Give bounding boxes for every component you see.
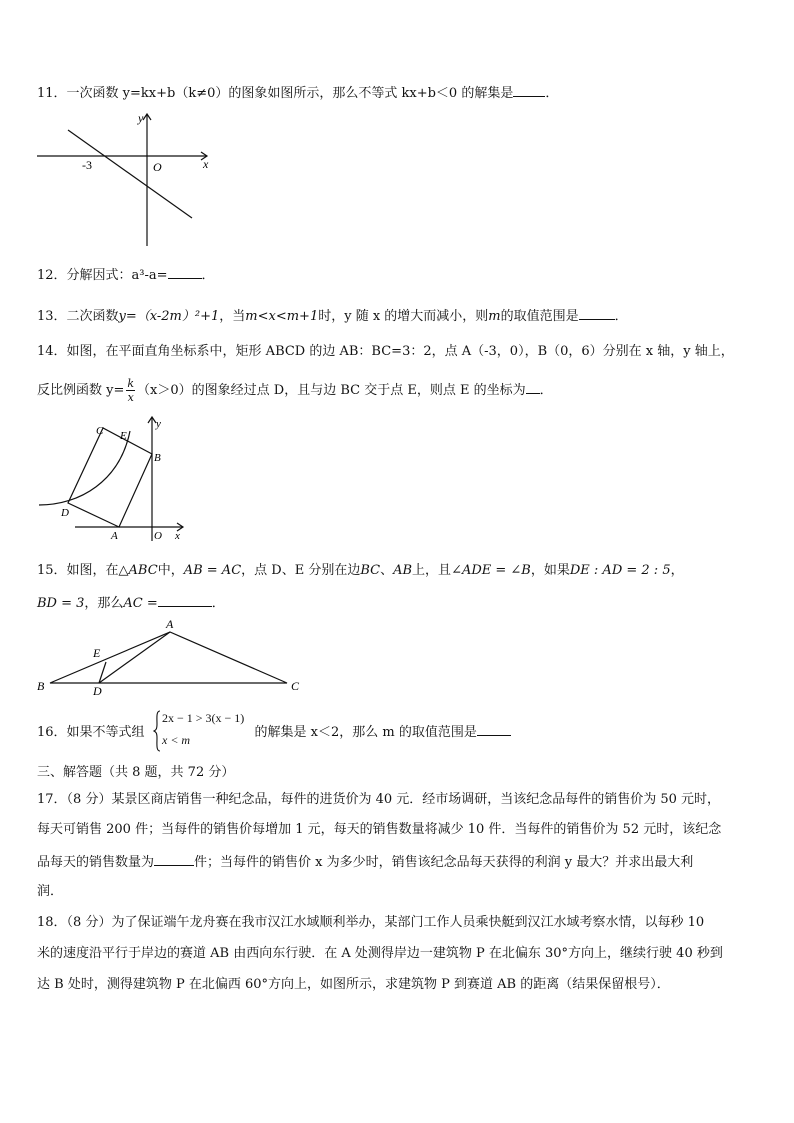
- section-3-heading: 三、解答题（共 8 题，共 72 分）: [37, 765, 235, 780]
- q14-fraction: $\frac{k}{x}$: [127, 377, 135, 404]
- q14-answer-blank[interactable]: [526, 380, 540, 394]
- q11-graph-line: [68, 130, 192, 218]
- q17-answer-blank[interactable]: [154, 852, 194, 866]
- q18-line1: 18．（8 分）为了保证端午龙舟赛在我市汉江水域顺利举办，某部门工作人员乘快艇到汉江水域考察水情，以每秒 10: [37, 915, 705, 930]
- q11-x-label: x: [203, 157, 209, 171]
- q17-line1: 17．（8 分）某景区商店销售一种纪念品，每件的进货价为 40 元．经市场调研，当该纪念品每件的销售价为 50 元时，: [37, 792, 721, 807]
- q11-tick-label: -3: [82, 158, 92, 172]
- q16-inequality-2: x < m: [162, 733, 191, 747]
- q17-line4: 润．: [37, 884, 64, 899]
- q11-origin-label: O: [153, 160, 162, 174]
- q16-inequality-system: [153, 710, 263, 752]
- q14-label-a: A: [111, 530, 118, 542]
- q15-label-c: C: [291, 679, 300, 693]
- q14-label-b: B: [154, 452, 161, 464]
- q14-label-c: C: [96, 425, 104, 437]
- q16-text: 16．如果不等式组 的解集是 x＜2，那么 m 的取值范围是: [37, 722, 760, 742]
- q15-label-e: E: [93, 646, 101, 660]
- q17-line2: 每天可销售 200 件；当每件的销售价每增加 1 元，每天的销售数量将减少 10 件．当每件的销售价为 52 元时，该纪念: [37, 822, 722, 837]
- q13-text: 13．二次函数y=（x-2m）²+1，当m<x<m+1时，y 随 x 的增大而减小，则m的取值范围是 ．: [37, 306, 760, 326]
- q11-figure: [35, 108, 220, 250]
- q15-answer-blank[interactable]: [158, 593, 212, 607]
- q12-text: 12．分解因式：a³-a= ．: [37, 265, 760, 285]
- q15-line1: 15．如图，在△ABC中，AB = AC，点 D、E 分别在边BC、AB上，且∠ADE = ∠B，如果DE : AD = 2 : 5，: [37, 563, 684, 578]
- brace-icon: [153, 710, 161, 752]
- q15-triangle-abc: [50, 632, 287, 683]
- q14-label-e: E: [120, 430, 127, 442]
- q15-label-b: B: [37, 679, 45, 693]
- q18-line2: 米的速度沿平行于岸边的赛道 AB 由西向东行驶．在 A 处测得岸边一建筑物 P 在北偏东 30°方向上，继续行驶 40 秒到: [37, 946, 723, 961]
- q15-figure: [33, 615, 313, 695]
- q14-line2: 反比例函数 y= $\frac{k}{x}$ （x＞0）的图象经过点 D，且与边 BC 交于点 E，则点 E 的坐标为 ．: [37, 377, 553, 404]
- q14-line1: 14．如图，在平面直角坐标系中，矩形 ABCD 的边 AB：BC=3：2，点 A（-3，0），B（0，6）分别在 x 轴，y 轴上，: [37, 344, 734, 359]
- q16-answer-blank[interactable]: [477, 722, 511, 736]
- q15-label-d: D: [93, 684, 102, 695]
- q14-figure: [35, 415, 195, 550]
- q11-y-label: y: [138, 111, 144, 125]
- q14-rectangle-abcd: [68, 428, 152, 527]
- q12-answer-blank[interactable]: [168, 265, 202, 279]
- q11-text: 11．一次函数 y=kx+b（k≠0）的图象如图所示，那么不等式 kx+b＜0 的解集是 ．: [37, 83, 760, 103]
- q14-label-y: y: [156, 418, 161, 430]
- q18-line3: 达 B 处时，测得建筑物 P 在北偏西 60°方向上，如图所示，求建筑物 P 到赛道 AB 的距离（结果保留根号）．: [37, 977, 670, 992]
- q14-label-x: x: [175, 530, 180, 542]
- q15-label-a: A: [166, 617, 174, 631]
- q17-line3: 品每天的销售数量为 件；当每件的销售价 x 为多少时，销售该纪念品每天获得的利润 y 最大？并求出最大利: [37, 852, 760, 872]
- q15-line2: BD = 3，那么AC = ．: [37, 593, 760, 613]
- q13-answer-blank[interactable]: [579, 306, 615, 320]
- q11-answer-blank[interactable]: [513, 83, 545, 97]
- q14-label-d: D: [61, 507, 69, 519]
- q14-label-o: O: [154, 530, 162, 542]
- q16-inequality-1: 2x − 1 > 3(x − 1): [162, 711, 245, 725]
